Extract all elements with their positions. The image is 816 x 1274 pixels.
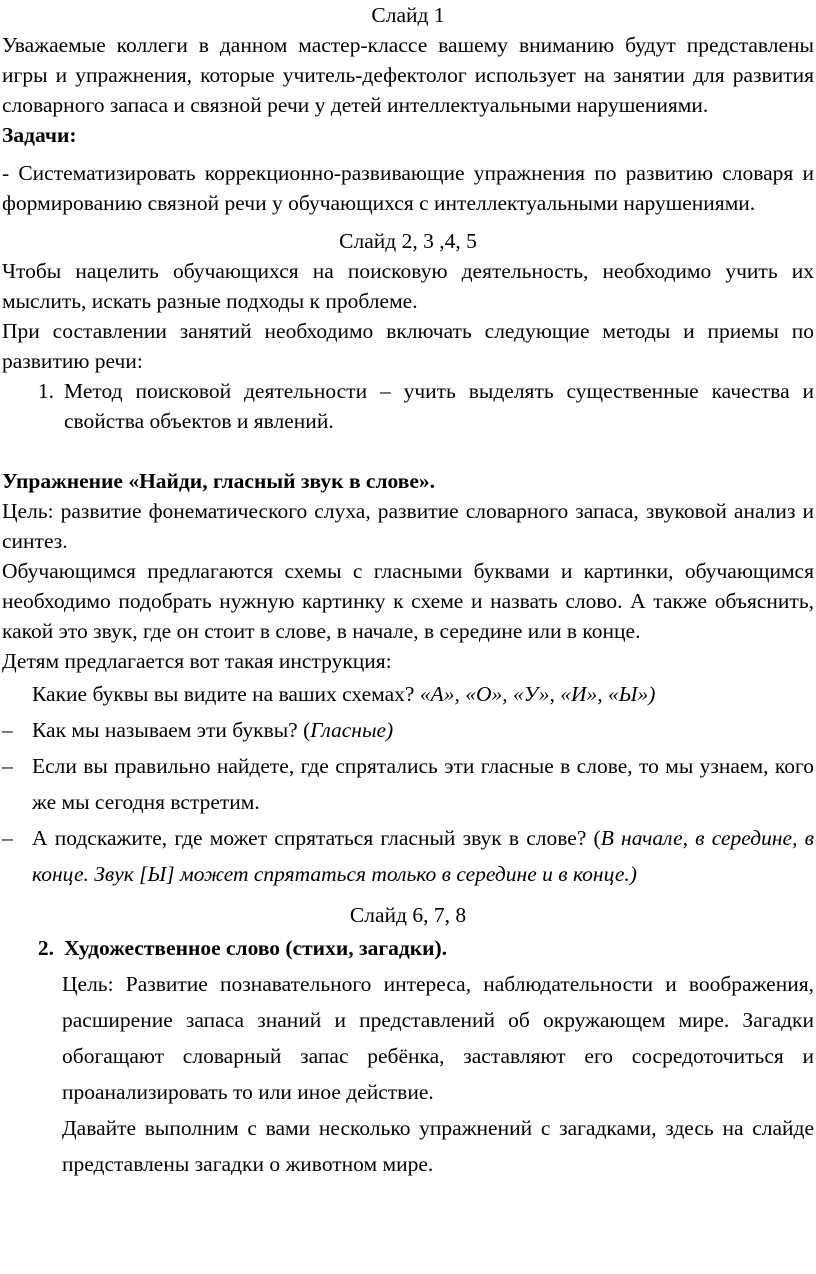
tasks-text: - Систематизировать коррекционно-развивающие упражнения по развитию словаря и формированию связной речи у обучающихся с интеллектуальными нарушениями.	[2, 161, 814, 215]
section-2-title: Художественное слово (стихи, загадки).	[64, 936, 448, 960]
question-2-text: Как мы называем эти буквы? (	[32, 718, 311, 742]
exercise-title: Упражнение «Найди, гласный звук в слове».	[2, 469, 436, 493]
slide-2-heading: Слайд 2, 3 ,4, 5	[339, 229, 477, 253]
slide-1-heading: Слайд 1	[371, 3, 445, 27]
exercise-goal: Цель: развитие фонематического слуха, развитие словарного запаса, звуковой анализ и синтез.	[2, 499, 814, 553]
question-2-answer: Гласные)	[310, 718, 394, 742]
question-2	[2, 712, 814, 748]
question-1-text: Какие буквы вы видите на ваших схемах?	[32, 682, 420, 706]
question-4-text: А подскажите, где может спрятаться гласный звук в слове? (	[32, 826, 601, 850]
search-activity-paragraph: Чтобы нацелить обучающихся на поисковую деятельность, необходимо учить их мыслить, искать разные подходы к проблеме.	[2, 259, 814, 313]
question-1	[2, 676, 814, 712]
slide-6-heading: Слайд 6, 7, 8	[349, 903, 467, 927]
exercise-description: Обучающимся предлагаются схемы с гласными буквами и картинки, обучающимся необходимо подобрать нужную картинку к схеме и назвать слово. А также объяснить, какой это звук, где он стоит в слове, в начале, в середине или в конце.	[2, 559, 814, 643]
list-number: 1.	[37, 379, 54, 403]
method-list-item-1	[2, 376, 814, 436]
dash-bullet: –	[2, 718, 13, 742]
list-number: 2.	[37, 936, 54, 960]
question-4	[2, 820, 814, 892]
question-4-answer: В начале, в середине, в конце. Звук [Ы] может спрятаться только в середине и в конце.)	[32, 826, 814, 886]
intro-paragraph: Уважаемые коллеги в данном мастер-классе вашему вниманию будут представлены игры и упражнения, которые учитель-дефектолог использует на занятии для развития словарного запаса и связной речи у детей интеллектуальными нарушениями.	[2, 33, 814, 117]
question-3	[2, 748, 814, 820]
section-2	[2, 930, 814, 1182]
tasks-label: Задачи:	[2, 123, 77, 147]
section-2-goal: Цель: Развитие познавательного интереса, наблюдательности и воображения, расширение запаса знаний и представлений об окружающем мире. Загадки обогащают словарный запас ребёнка, заставляют его сосредоточиться и проанализировать то или иное действие.	[62, 972, 814, 1104]
instruction-intro: Детям предлагается вот такая инструкция:	[2, 649, 392, 673]
method-text: Метод поисковой деятельности – учить выделять существенные качества и свойства объектов и явлений.	[64, 379, 814, 433]
question-3-text: Если вы правильно найдете, где спрятались эти гласные в слове, то мы узнаем, кого же мы сегодня встретим.	[32, 754, 814, 814]
question-1-answer: «А», «О», «У», «И», «Ы»)	[419, 682, 656, 706]
section-2-offer: Давайте выполним с вами несколько упражнений с загадками, здесь на слайде представлены загадки о животном мире.	[62, 1116, 814, 1176]
methods-paragraph: При составлении занятий необходимо включать следующие методы и приемы по развитию речи:	[2, 319, 814, 373]
dash-bullet: –	[2, 826, 13, 850]
dash-bullet: –	[2, 754, 13, 778]
